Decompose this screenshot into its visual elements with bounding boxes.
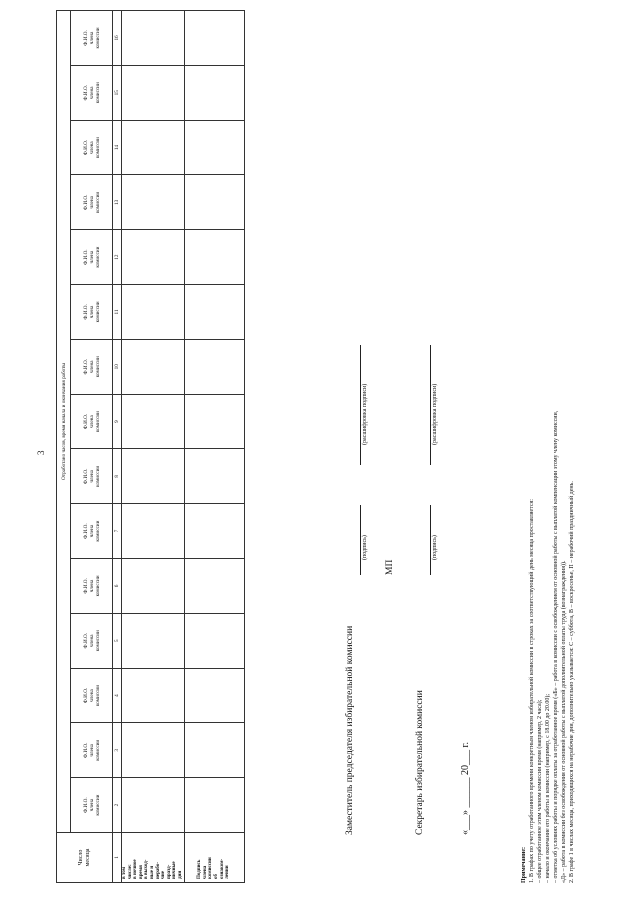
- column-number: 15: [113, 65, 122, 120]
- table-cell[interactable]: [184, 559, 244, 614]
- table-cell[interactable]: [122, 613, 185, 668]
- member-name-header: Ф.И.О. члена комиссии: [71, 11, 113, 66]
- column-number: 3: [113, 723, 122, 778]
- hours-table: [56, 10, 245, 883]
- column-number: 9: [113, 394, 122, 449]
- member-name-header: Ф.И.О. члена комиссии: [71, 504, 113, 559]
- member-name-header: Ф.И.О. члена комиссии: [71, 668, 113, 723]
- date-day-month: «___» ______: [460, 777, 471, 835]
- deputy-transcript-line: [360, 345, 361, 465]
- table-cell[interactable]: [122, 778, 185, 833]
- table-cell[interactable]: [122, 120, 185, 175]
- table-cell[interactable]: [122, 394, 185, 449]
- secretary-transcript-caption: (расшифровка подписи): [432, 383, 438, 445]
- member-name-header: Ф.И.О. члена комиссии: [71, 613, 113, 668]
- member-name-header: Ф.И.О. члена комиссии: [71, 285, 113, 340]
- table-cell[interactable]: [122, 339, 185, 394]
- column-number: 12: [113, 230, 122, 285]
- table-cell[interactable]: [184, 613, 244, 668]
- table-cell[interactable]: [184, 339, 244, 394]
- column-number: 8: [113, 449, 122, 504]
- secretary-label: Секретарь избирательной комиссии: [415, 690, 425, 835]
- column-number: 2: [113, 778, 122, 833]
- member-name-header: Ф.И.О. члена комиссии: [71, 120, 113, 175]
- table-cell[interactable]: [184, 778, 244, 833]
- table-cell[interactable]: [184, 449, 244, 504]
- table-cell[interactable]: [122, 449, 185, 504]
- deputy-transcript-caption: (расшифровка подписи): [362, 383, 368, 445]
- column-number: 14: [113, 120, 122, 175]
- night-weekend-row-label: в том числе: в ночное время в выход- ные и нерабо- чие празд- ничные дни: [122, 833, 185, 883]
- deputy-label: Заместитель председателя избирательной комиссии: [345, 625, 355, 835]
- deputy-signature-line: [360, 505, 361, 575]
- column-number: 6: [113, 559, 122, 614]
- day-of-month-header: Число месяца: [57, 833, 113, 883]
- note-item-1: 1. В графах по учету отработанного времени конкретным членом избирательной комиссии в строках за соответствующий день месяца проставляется: – общее отработанное этим членом комиссии время (например, 2 часа); – начало и окончание его работы в комиссии (например, с 18.00 до 20.00); – отметка об условиях работы и порядке оплаты за отработанное время («Б» – работа в комиссии с освобождением от основной работы с выплатой компенсации этому члену комиссии, «Д» – работа в комиссии без освобождения от основной работы с выплатой дополнительной оплаты труда (вознаграждения)).: [529, 410, 567, 883]
- member-name-header: Ф.И.О. члена комиссии: [71, 449, 113, 504]
- table-row: [122, 11, 185, 883]
- stamp-place: МП: [385, 559, 395, 575]
- column-number: 4: [113, 668, 122, 723]
- date-line: [460, 742, 471, 835]
- table-cell[interactable]: [122, 65, 185, 120]
- member-name-header: Ф.И.О. члена комиссии: [71, 175, 113, 230]
- column-numbers-row: [113, 11, 122, 883]
- table-cell[interactable]: [184, 11, 244, 66]
- table-cell[interactable]: [184, 120, 244, 175]
- column-number: 16: [113, 11, 122, 66]
- table-cell[interactable]: [122, 230, 185, 285]
- member-signature-row-label: Подпись члена комиссии об ознаком- лении: [184, 833, 244, 883]
- column-number: 13: [113, 175, 122, 230]
- secretary-transcript-line: [430, 345, 431, 465]
- column-number: 1: [113, 833, 122, 883]
- table-cell[interactable]: [184, 285, 244, 340]
- table-cell[interactable]: [122, 723, 185, 778]
- column-number: 11: [113, 285, 122, 340]
- note-item-2: 2. В графе 1 в числах месяца, приходящихся на нерабочие дни, дополнительно указывается: С – суббота, В – воскресенье, П – нерабочий праздничный день.: [569, 481, 575, 883]
- member-name-header: Ф.И.О. члена комиссии: [71, 230, 113, 285]
- table-cell[interactable]: [122, 11, 185, 66]
- table-cell[interactable]: [184, 175, 244, 230]
- table-cell[interactable]: [184, 394, 244, 449]
- table-cell[interactable]: [122, 285, 185, 340]
- table-cell[interactable]: [184, 230, 244, 285]
- secretary-signature-line: [430, 505, 431, 575]
- column-number: 5: [113, 613, 122, 668]
- table-cell[interactable]: [122, 668, 185, 723]
- member-names-row: [71, 11, 113, 883]
- member-name-header: Ф.И.О. члена комиссии: [71, 723, 113, 778]
- notes: [520, 23, 576, 883]
- member-name-header: Ф.И.О. члена комиссии: [71, 394, 113, 449]
- member-name-header: Ф.И.О. члена комиссии: [71, 65, 113, 120]
- table-cell[interactable]: [184, 723, 244, 778]
- member-name-header: Ф.И.О. члена комиссии: [71, 559, 113, 614]
- page-number: 3: [36, 450, 46, 455]
- column-number: 7: [113, 504, 122, 559]
- deputy-signature-caption: (подпись): [362, 535, 368, 560]
- member-name-header: Ф.И.О. члена комиссии: [71, 339, 113, 394]
- date-year: 20___ г.: [460, 742, 471, 775]
- table-cell[interactable]: [184, 504, 244, 559]
- table-cell[interactable]: [122, 559, 185, 614]
- table-row: [184, 11, 244, 883]
- table-cell[interactable]: [184, 65, 244, 120]
- hours-group-header: Отработано часов, время начала и окончания работы: [57, 11, 71, 833]
- notes-title: Примечание:: [521, 846, 527, 883]
- column-number: 10: [113, 339, 122, 394]
- table-cell[interactable]: [184, 668, 244, 723]
- member-name-header: Ф.И.О. члена комиссии: [71, 778, 113, 833]
- table-cell[interactable]: [122, 175, 185, 230]
- secretary-signature-caption: (подпись): [432, 535, 438, 560]
- table-cell[interactable]: [122, 504, 185, 559]
